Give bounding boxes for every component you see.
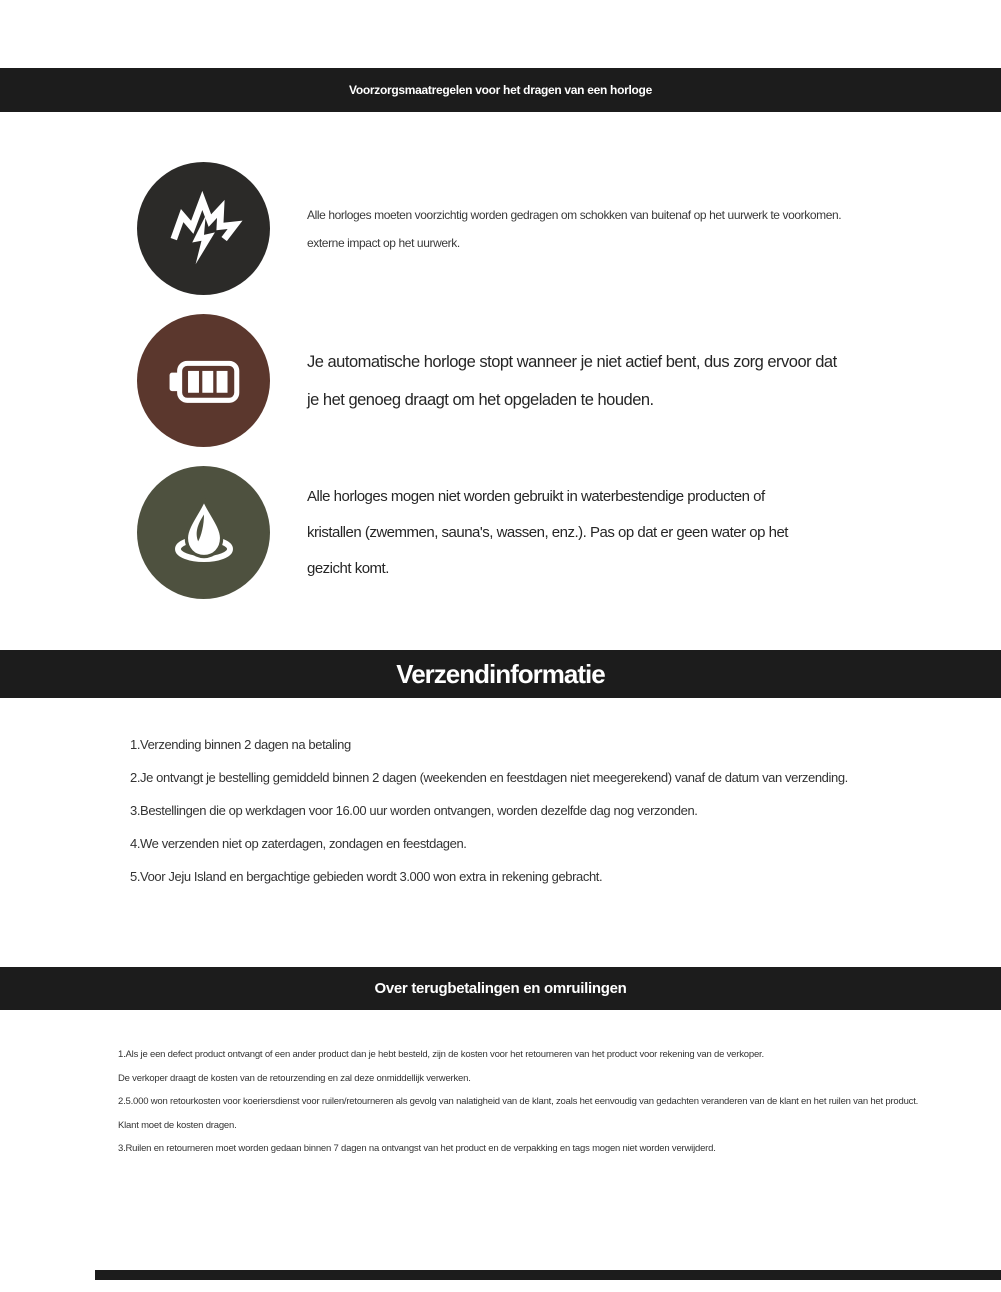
bottom-divider-bar bbox=[95, 1270, 1001, 1280]
shipping-item: 5.Voor Jeju Island en bergachtige gebieden wordt 3.000 won extra in rekening gebracht. bbox=[130, 869, 603, 884]
precautions-section bbox=[0, 112, 1001, 650]
precaution-text-water bbox=[307, 479, 788, 587]
shipping-title: Verzendinformatie bbox=[396, 658, 605, 689]
shipping-item: 2.Je ontvangt je bestelling gemiddeld binnen 2 dagen (weekenden en feestdagen niet meegerekend) vanaf de datum van verzending. bbox=[130, 770, 848, 785]
refunds-header-bar bbox=[0, 967, 1001, 1010]
refunds-title: Over terugbetalingen en omruilingen bbox=[374, 980, 627, 997]
waterdrop-icon bbox=[162, 491, 246, 575]
refund-line: 2.5.000 won retourkosten voor koeriersdienst voor ruilen/retourneren als gevolg van nalatigheid van de klant, zoals het eenvoudig van gedachten veranderen van de klant en het ruilen van het product. bbox=[118, 1096, 919, 1107]
precaution-text-shock bbox=[307, 201, 841, 257]
precaution-line: Alle horloges moeten voorzichtig worden gedragen om schokken van buitenaf op het uurwerk te voorkomen. bbox=[307, 207, 842, 222]
precaution-line: kristallen (zwemmen, sauna's, wassen, enz.). Pas op dat er geen water op het bbox=[307, 523, 788, 541]
shock-icon bbox=[162, 187, 246, 271]
shipping-item: 1.Verzending binnen 2 dagen na betaling bbox=[130, 737, 351, 752]
shipping-item: 4.We verzenden niet op zaterdagen, zondagen en feestdagen. bbox=[130, 836, 467, 851]
water-circle bbox=[137, 466, 270, 599]
precaution-item-battery bbox=[0, 314, 1001, 447]
battery-circle bbox=[137, 314, 270, 447]
refund-line: 1.Als je een defect product ontvangt of een ander product dan je hebt besteld, zijn de kosten voor het retourneren van het product voor rekening van de verkoper. bbox=[118, 1049, 764, 1060]
precautions-title: Voorzorgsmaatregelen voor het dragen van een horloge bbox=[349, 83, 652, 97]
shock-circle bbox=[137, 162, 270, 295]
precaution-line: Je automatische horloge stopt wanneer je niet actief bent, dus zorg ervoor dat bbox=[307, 352, 837, 371]
battery-icon bbox=[162, 339, 246, 423]
top-spacer bbox=[0, 0, 1001, 68]
shipping-info-list bbox=[0, 698, 1001, 967]
refund-line: Klant moet de kosten dragen. bbox=[118, 1119, 237, 1131]
precautions-header-bar bbox=[0, 68, 1001, 112]
shipping-item: 3.Bestellingen die op werkdagen voor 16.00 uur worden ontvangen, worden dezelfde dag nog verzonden. bbox=[130, 803, 698, 818]
precaution-text-battery bbox=[307, 343, 837, 419]
precaution-line: externe impact op het uurwerk. bbox=[307, 235, 460, 250]
refund-info-list bbox=[0, 1010, 1001, 1292]
precaution-line: je het genoeg draagt om het opgeladen te houden. bbox=[307, 390, 654, 409]
refund-line: De verkoper draagt de kosten van de retourzending en zal deze onmiddellijk verwerken. bbox=[118, 1072, 471, 1084]
precaution-item-shock bbox=[0, 162, 1001, 295]
precaution-item-water bbox=[0, 466, 1001, 599]
shipping-header-bar bbox=[0, 650, 1001, 698]
precaution-line: gezicht komt. bbox=[307, 559, 389, 577]
refund-line: 3.Ruilen en retourneren moet worden gedaan binnen 7 dagen na ontvangst van het product en de verpakking en tags mogen niet worden verwijderd. bbox=[118, 1143, 716, 1154]
precaution-line: Alle horloges mogen niet worden gebruikt in waterbestendige producten of bbox=[307, 487, 765, 505]
